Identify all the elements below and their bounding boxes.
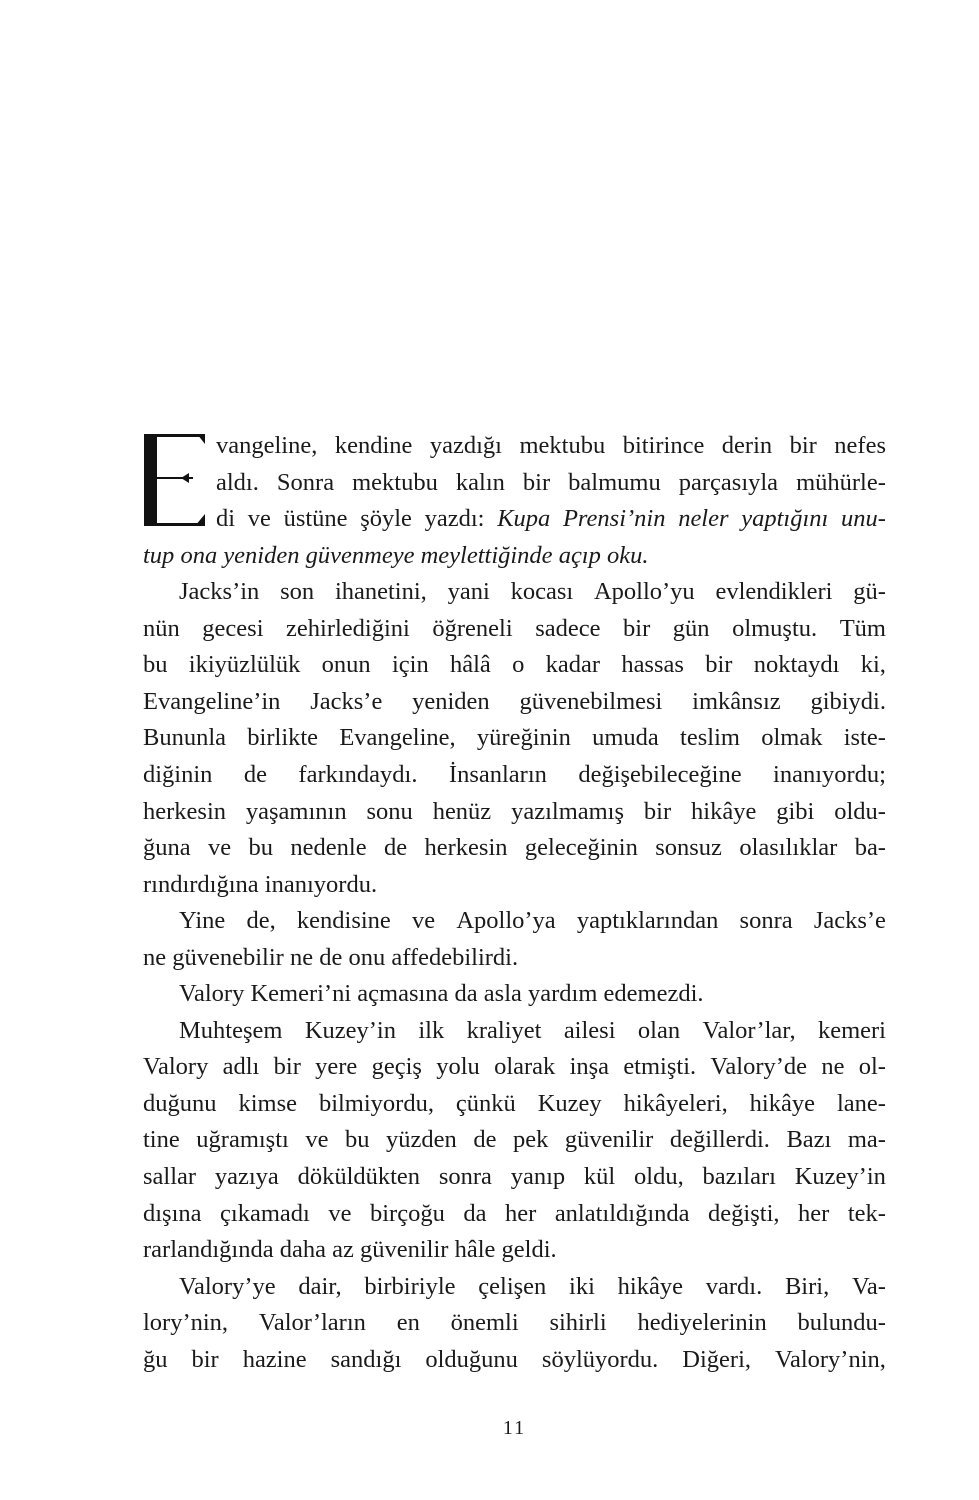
word: hâlâ — [449, 651, 491, 679]
word: oldu, — [634, 1163, 684, 1190]
word: da — [463, 1199, 487, 1227]
word: ve — [305, 1126, 329, 1154]
word: değillerdi. — [669, 1126, 770, 1154]
word: de, — [246, 907, 276, 935]
word: bu — [248, 834, 274, 862]
word: de — [384, 834, 408, 862]
word: Valory’de — [710, 1053, 808, 1081]
word: sonra — [438, 1163, 492, 1190]
word: mühürle- — [796, 468, 886, 496]
word: yolu — [436, 1053, 480, 1081]
word: bir — [643, 797, 672, 825]
word: her — [798, 1199, 830, 1227]
word: gibi — [776, 797, 815, 825]
word: Sonra — [276, 468, 335, 496]
text-line — [143, 1269, 886, 1305]
word: pek — [512, 1126, 549, 1154]
word: gün — [672, 614, 710, 642]
word: Valory — [179, 980, 251, 1008]
word: inanıyordu. — [264, 870, 378, 898]
word: dair, — [298, 1272, 342, 1300]
word: o — [512, 651, 525, 679]
word: değişti, — [708, 1199, 780, 1227]
word: umuda — [592, 724, 659, 752]
word: Va- — [851, 1272, 886, 1300]
text-line — [143, 867, 886, 903]
word: ol- — [858, 1053, 886, 1081]
word: Evangeline’in — [143, 687, 281, 715]
word: diğinin — [143, 760, 213, 788]
word: sallar — [143, 1163, 197, 1190]
word: yaptıklarından — [576, 907, 719, 935]
word: bir — [789, 432, 817, 459]
word: çünkü — [455, 1089, 516, 1117]
word: döküldükten — [297, 1163, 421, 1190]
word: vardı. — [705, 1272, 763, 1300]
word: onun — [321, 651, 371, 679]
word: nedenle — [290, 834, 367, 862]
word: di — [216, 505, 236, 533]
text-line — [143, 1013, 886, 1049]
word: bir — [191, 1345, 219, 1373]
word: hikâye — [749, 1089, 815, 1117]
word: bir — [623, 614, 651, 642]
word: hikâye — [691, 797, 757, 825]
word: yüreğinin — [476, 724, 571, 752]
word: etmişti. — [623, 1053, 697, 1081]
word: Apollo’ya — [456, 907, 556, 935]
word: tine — [143, 1126, 180, 1154]
word: Jacks’in — [179, 578, 260, 606]
italic-word: meylettiğinde — [420, 541, 559, 569]
word: Jacks’e — [310, 687, 383, 715]
text-line — [143, 1232, 886, 1268]
word: onu — [348, 943, 392, 971]
word: Bazı — [786, 1126, 832, 1154]
text-line — [143, 1122, 886, 1158]
word: rarlandığında — [143, 1236, 280, 1264]
text-line — [143, 1196, 886, 1232]
word: herkesin — [143, 797, 226, 825]
word: kalın — [455, 468, 505, 496]
word: Tüm — [839, 614, 886, 642]
text-line — [143, 757, 886, 793]
word: sonra — [739, 907, 793, 935]
word: teslim — [680, 724, 740, 752]
page-number: 11 — [502, 1417, 527, 1439]
word: anlatıldığında — [554, 1199, 690, 1227]
word: olarak — [494, 1053, 556, 1081]
text-line — [143, 611, 886, 647]
word: edemezdi. — [603, 980, 704, 1008]
word: parçasıyla — [678, 468, 779, 496]
word: yüzden — [386, 1126, 457, 1154]
italic-word: açıp — [558, 541, 607, 569]
word: olmak — [761, 724, 823, 752]
word: de — [319, 943, 349, 971]
word: gibiydi. — [810, 687, 886, 715]
text-line — [143, 1049, 886, 1085]
word: da — [454, 980, 484, 1008]
word: de — [473, 1126, 497, 1154]
word: öğreneli — [432, 614, 513, 642]
word: duğunu — [143, 1089, 217, 1117]
word: kadar — [545, 651, 601, 679]
word: yazdı: — [424, 505, 485, 533]
italic-word: yeniden — [223, 541, 306, 569]
word: ki, — [860, 651, 886, 679]
word: güvenilir — [360, 1236, 455, 1264]
word: nefes — [834, 432, 886, 459]
text-line — [143, 794, 886, 830]
word: uğramıştı — [196, 1126, 289, 1154]
word: aldı. — [216, 468, 259, 496]
word: bir — [705, 651, 733, 679]
word: bu — [345, 1126, 370, 1154]
word: noktaydı — [753, 651, 840, 679]
word: ikiyüzlülük — [188, 651, 301, 679]
word: az — [332, 1236, 360, 1264]
text-line — [143, 574, 886, 610]
word: son — [280, 578, 315, 606]
word: kül — [583, 1163, 616, 1190]
word: sihirli — [549, 1309, 607, 1337]
word: açmasına — [357, 980, 455, 1008]
italic-word: unu- — [841, 505, 886, 533]
word: olmuştu. — [732, 614, 818, 642]
word: Valory’ye — [179, 1272, 276, 1300]
word: kendine — [334, 432, 413, 459]
word: önemli — [450, 1309, 519, 1337]
text-line — [143, 1342, 886, 1378]
word: hikâyeleri, — [623, 1089, 728, 1117]
word: ailesi — [563, 1016, 616, 1044]
word: yardım — [528, 980, 604, 1008]
text-line — [143, 1086, 886, 1122]
word: yere — [315, 1053, 358, 1081]
word: evlendikleri — [715, 578, 833, 606]
word: ve — [328, 1199, 352, 1227]
word: iste- — [843, 724, 886, 752]
word: geldi. — [501, 1236, 557, 1264]
italic-word: neler — [678, 505, 729, 533]
word: kraliyet — [466, 1016, 542, 1044]
word: sadece — [535, 614, 601, 642]
word: dışına — [143, 1199, 202, 1227]
word: Kuzey — [537, 1089, 602, 1117]
word: Valor’ların — [258, 1309, 366, 1337]
word: herkesin — [424, 834, 508, 862]
word: çıkamadı — [220, 1199, 310, 1227]
word: birlikte — [247, 724, 319, 752]
word: sonsuz — [655, 834, 722, 862]
word: geçiş — [371, 1053, 422, 1081]
text-line — [216, 501, 886, 537]
word: İnsanların — [448, 760, 547, 788]
word: de — [243, 760, 267, 788]
word: bu — [143, 651, 168, 679]
word: lory’nin, — [143, 1309, 229, 1337]
word: hassas — [621, 651, 684, 679]
word: sonu — [366, 797, 413, 825]
text-line — [143, 1159, 886, 1195]
word: Muhteşem — [179, 1016, 283, 1044]
word: hikâye — [617, 1272, 683, 1300]
word: güvenebilmesi — [519, 687, 663, 715]
word: her — [505, 1199, 537, 1227]
word: kemeri — [817, 1016, 886, 1044]
word: inanıyordu; — [773, 760, 886, 788]
word: birbiriyle — [364, 1272, 456, 1300]
word: olduğunu — [425, 1345, 518, 1373]
word: Valor’lar, — [702, 1016, 796, 1044]
word: inşa — [569, 1053, 610, 1081]
word: birçoğu — [370, 1199, 445, 1227]
word: ve — [412, 907, 436, 935]
word: yazıya — [214, 1163, 279, 1190]
text-line — [143, 684, 886, 720]
word: Kemeri’ni — [250, 980, 358, 1008]
word: derin — [721, 432, 773, 459]
word: bitirince — [622, 432, 705, 459]
text-line — [143, 647, 886, 683]
word: ilk — [418, 1016, 445, 1044]
word: oldu- — [834, 797, 886, 825]
word: güvenebilir — [172, 943, 290, 971]
word: sandığı — [330, 1345, 402, 1373]
word: kendisine — [296, 907, 391, 935]
word: rındırdığına — [143, 870, 265, 898]
word: en — [396, 1309, 420, 1337]
word: ne — [289, 943, 320, 971]
word: Evangeline, — [339, 724, 456, 752]
word: olan — [637, 1016, 681, 1044]
word: geleceğinin — [524, 834, 638, 862]
word: ğu — [143, 1345, 168, 1373]
word: çelişen — [478, 1272, 547, 1300]
word: ne — [143, 943, 173, 971]
text-line — [216, 428, 886, 464]
word: ve — [247, 505, 271, 533]
italic-word: güvenmeye — [305, 541, 421, 569]
word: ihanetini, — [334, 578, 427, 606]
text-line — [216, 465, 886, 501]
text-line — [143, 903, 886, 939]
text-line — [143, 940, 886, 976]
word: yani — [447, 578, 490, 606]
word: yazdığı — [429, 432, 502, 459]
word: daha — [279, 1236, 333, 1264]
word: bilmiyordu, — [318, 1089, 434, 1117]
text-line — [143, 720, 886, 756]
word: bir — [522, 468, 551, 496]
word: mektubu — [519, 432, 606, 459]
word: Valory’nin, — [774, 1345, 886, 1373]
italic-word: tup — [143, 541, 181, 569]
word: Kuzey’in — [304, 1016, 396, 1044]
word: affedebilirdi. — [391, 943, 519, 971]
word: gü- — [853, 578, 886, 606]
word: ve — [208, 834, 232, 862]
word: bazıları — [702, 1163, 776, 1190]
word: yaşamının — [245, 797, 347, 825]
word: farkındaydı. — [298, 760, 418, 788]
word: ba- — [854, 834, 886, 862]
word: adlı — [222, 1053, 260, 1081]
word: hediyelerinin — [637, 1309, 767, 1337]
word: değişebileceğine — [578, 760, 742, 788]
word: yanıp — [510, 1163, 566, 1190]
word: ma- — [847, 1126, 886, 1154]
word: kimse — [238, 1089, 297, 1117]
word: tek- — [847, 1199, 886, 1227]
word: yazılmamış — [511, 797, 625, 825]
word: zehirlediğini — [286, 614, 410, 642]
italic-word: oku. — [607, 541, 649, 569]
word: Jacks’e — [813, 907, 886, 935]
word: bulundu- — [797, 1309, 886, 1337]
word: hâle — [454, 1236, 502, 1264]
word: henüz — [432, 797, 492, 825]
text-line — [143, 976, 886, 1012]
word: ğuna — [143, 834, 191, 862]
word: söylüyordu. — [541, 1345, 659, 1373]
word: ne — [821, 1053, 845, 1081]
word: asla — [483, 980, 529, 1008]
word: yeniden — [412, 687, 490, 715]
word: Diğeri, — [682, 1345, 751, 1373]
word: Yine — [179, 907, 226, 935]
word: vangeline, — [216, 432, 318, 459]
italic-word: yaptığını — [741, 505, 829, 533]
italic-word: ona — [180, 541, 224, 569]
drop-cap-letter — [141, 432, 207, 528]
word: Valory — [143, 1053, 209, 1081]
word: hazine — [242, 1345, 307, 1373]
word: imkânsız — [692, 687, 781, 715]
word: balmumu — [568, 468, 661, 496]
word: gecesi — [202, 614, 264, 642]
word: için — [391, 651, 429, 679]
word: Bununla — [143, 724, 227, 752]
word: Kuzey’in — [794, 1163, 886, 1190]
word: olasılıklar — [739, 834, 838, 862]
text-line — [143, 830, 886, 866]
word: güvenilir — [564, 1126, 654, 1154]
word: üstüne — [283, 505, 348, 533]
word: kocası — [510, 578, 574, 606]
word: mektubu — [352, 468, 438, 496]
word: nün — [143, 614, 180, 642]
word: Apollo’yu — [593, 578, 695, 606]
word: bir — [273, 1053, 301, 1081]
word: lane- — [836, 1089, 886, 1117]
italic-word: Prensi’nin — [562, 505, 666, 533]
text-line — [143, 538, 886, 574]
text-line — [143, 1305, 886, 1341]
word: şöyle — [360, 505, 412, 533]
word: iki — [569, 1272, 595, 1300]
word: Biri, — [784, 1272, 830, 1300]
italic-word: Kupa — [497, 505, 551, 533]
